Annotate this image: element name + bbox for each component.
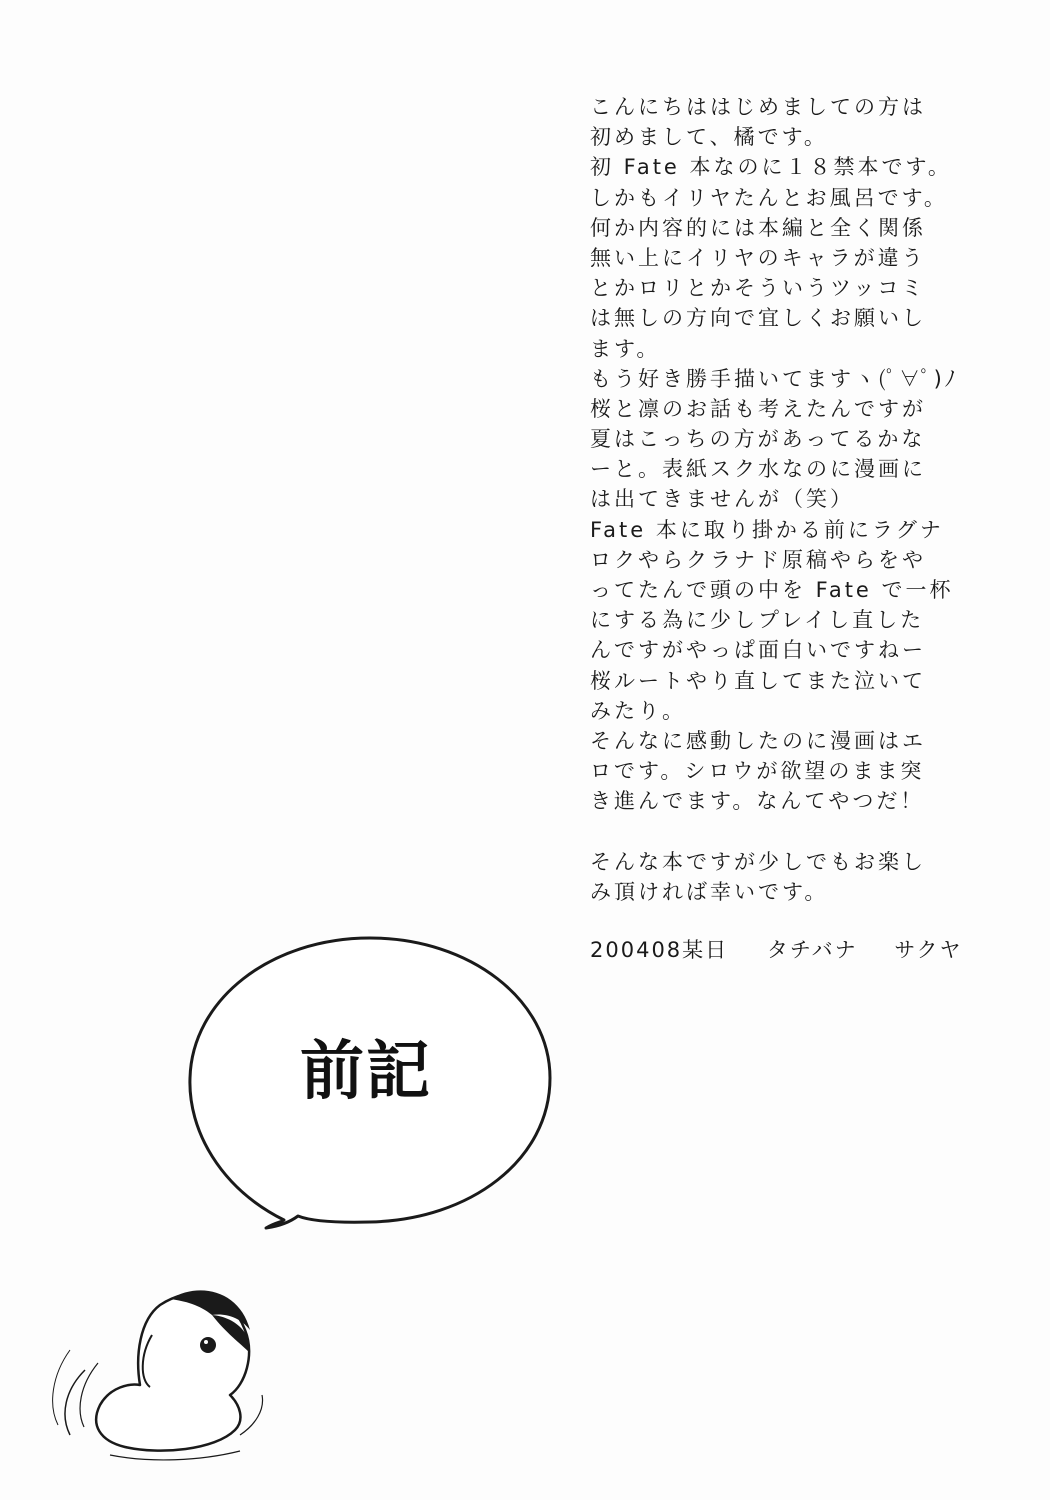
text-line: こんにちははじめましての方は (590, 95, 926, 119)
text-line: ロクやらクラナド原稿やらをや (590, 547, 926, 572)
text-line: 桜ルートやり直してまた泣いて (590, 668, 926, 693)
text-line: 桜と凛のお話も考えたんですが (590, 396, 926, 421)
text-line: ます。 (590, 336, 661, 361)
closing-line: そんな本ですが少しでもお楽し (590, 849, 926, 874)
text-line: みたり。 (590, 698, 686, 723)
text-line: 夏はこっちの方があってるかな (590, 427, 926, 452)
foreword-text (590, 92, 1030, 907)
closing-line: み頂ければ幸いです。 (590, 879, 829, 904)
duck-mascot-icon (40, 1275, 280, 1465)
text-line: Fate 本に取り掛かる前にラグナ (590, 517, 944, 542)
text-line: 何か内容的には本編と全く関係 (590, 215, 926, 240)
text-line: ーと。表紙スク水なのに漫画に (590, 457, 926, 482)
text-line: は出てきませんが（笑） (590, 487, 854, 512)
signature-date: 200408某日 (590, 938, 729, 962)
text-line: ロです。シロウが欲望のまま突 (590, 759, 925, 784)
text-line: んですがやっぱ面白いですねー (590, 638, 926, 663)
text-line: しかもイリヤたんとお風呂です。 (590, 185, 948, 210)
signature (590, 934, 962, 964)
text-line: とかロリとかそういうツッコミ (590, 276, 926, 301)
paragraph-gap (590, 817, 1030, 847)
text-line: にする為に少しプレイし直した (590, 608, 925, 633)
signature-name-last: サクヤ (894, 938, 963, 962)
text-line: ってたんで頭の中を Fate で一杯 (590, 578, 954, 602)
text-line: き進んでます。なんてやつだ！ (590, 789, 925, 814)
text-line: は無しの方向で宜しくお願いし (590, 306, 926, 331)
text-line: 無い上にイリヤのキャラが違う (590, 245, 926, 270)
bubble-title: 前記 (300, 1035, 432, 1109)
text-line: 初めまして、橘です。 (590, 125, 828, 150)
text-line: 初 Fate 本なのに１８禁本です。 (590, 155, 952, 180)
signature-name-first: タチバナ (766, 938, 858, 962)
text-line: もう好き勝手描いてますヽ(ﾟ∀ﾟ)ﾉ (590, 366, 959, 391)
text-line: そんなに感動したのに漫画はエ (590, 728, 926, 753)
